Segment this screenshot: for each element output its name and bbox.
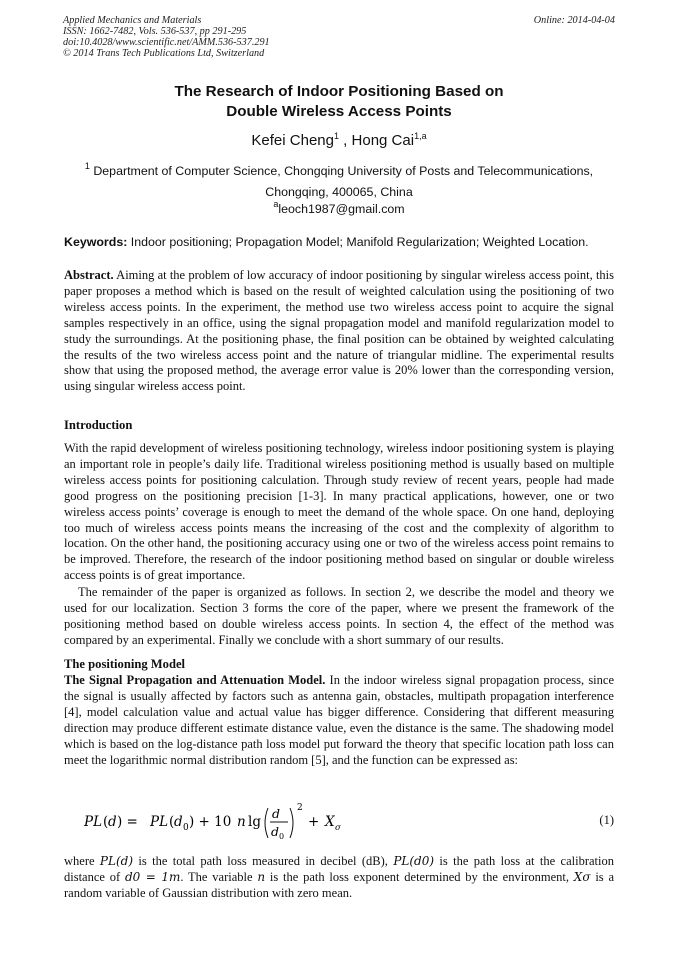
svg-text:d: d — [272, 806, 281, 821]
introduction-paragraph-2: The remainder of the paper is organized as follows. In section 2, we describe the model and theory we used for our localization. Section 3 forms the core of the paper, where we present the framework of the positioning method based on double wireless access points. In section 4, the effect of the method was compared by an experimental. Finally we conclude with a short summary of our results. — [64, 585, 614, 647]
keywords-text: Indoor positioning; Propagation Model; Manifold Regularization; Weighted Location. — [127, 235, 589, 249]
journal-doi: doi:10.4028/www.scientific.net/AMM.536-537.291 — [63, 37, 270, 48]
symbol-n: n — [257, 869, 266, 884]
author-1: Kefei Cheng — [251, 132, 334, 149]
affil-line-1: Department of Computer Science, Chongqing University of Posts and Telecommunications, — [89, 164, 594, 178]
author-2-sup: 1,a — [414, 131, 427, 141]
where-text-4: . The variable — [180, 869, 258, 884]
model-paragraph-text: In the indoor wireless signal propagation process, since the signal is usually affected by factors such as antenna gain, obstacles, multipath propagation interference [4], model calculation value and actual value has bigger difference. Considering that different measuring direction may produce different estimate distance value, even the distance is the same. The shadowing model which is based on the log-distance path loss model put forward the theory that specific location path loss can meet the logarithmic normal distribution random [5], and the function can be expressed as: — [64, 673, 615, 767]
model-subheading: The Signal Propagation and Attenuation Model. — [64, 673, 326, 687]
abstract-text: Aiming at the problem of low accuracy of indoor positioning by singular wireless access point, this paper proposes a method which is based on the result of weighted calculation using the positioning of two wireless access points. In the experiment, the method use two wireless access point to acquire the signal samples respectively in an office, using the signal propagation model and manifold regularization model to study the surroundings. At the positioning phase, the final position can be obtained by weighted calculating the results of the two wireless access point and the nature of triangular midline. The experimental results show that using the proposed method, the average error value is 20% lower than the corresponding version, using singular wireless access point. — [64, 268, 614, 394]
svg-text:d: d — [174, 814, 183, 830]
model-paragraph-1 — [64, 673, 614, 768]
paper-title — [0, 82, 678, 122]
svg-text:2: 2 — [297, 803, 303, 813]
svg-text:d: d — [271, 824, 280, 839]
svg-text:(: ( — [169, 814, 175, 830]
journal-header — [63, 15, 270, 59]
svg-text:0: 0 — [279, 832, 285, 841]
author-1-sup: 1 — [333, 131, 339, 141]
affil-line-2: Chongqing, 400065, China — [265, 185, 413, 199]
journal-name: Applied Mechanics and Materials — [63, 15, 202, 26]
where-text-3: is the path loss at the calibration distance of — [64, 854, 614, 884]
svg-text:0: 0 — [183, 823, 189, 833]
svg-text:(: ( — [103, 814, 109, 830]
authors — [0, 131, 678, 149]
model-paragraph-2 — [64, 854, 614, 902]
affil-sup: 1 — [84, 161, 90, 171]
symbol-x-sigma: Xσ — [573, 869, 591, 884]
symbol-pl-d0: PL(d0) — [393, 854, 435, 868]
svg-text:σ: σ — [335, 823, 341, 833]
svg-text:PL: PL — [150, 814, 169, 830]
symbol-pl-d: PL(d) — [99, 854, 134, 868]
symbol-d0-equals: d0 = 1m — [124, 869, 181, 884]
author-separator: , — [339, 132, 352, 149]
svg-text:n: n — [237, 814, 246, 830]
journal-copyright: © 2014 Trans Tech Publications Ltd, Switzerland — [63, 48, 265, 59]
title-line-1: The Research of Indoor Positioning Based on — [174, 83, 504, 100]
affiliation — [64, 156, 614, 203]
introduction-paragraph-1: With the rapid development of wireless positioning technology, wireless indoor positioning system is playing an important role in people’s daily life. Traditional wireless positioning method is usually based on multiple wireless access points for positioning calculation. Through study review of recent years, people had made good progress on the positioning precision [1-3]. In many practical applications, however, one or two wireless access points’ coverage is enough to meet the demand of the whole space. On one hand, deploying too much of wireless access points means the increasing of the cost and the complexity of algorithm to location. On the other hand, the positioning accuracy using one or two of the wireless access point remains to be improved. Therefore, the research of the indoor positioning method based on singular or double wireless access points is of great importance. — [64, 441, 614, 583]
where-text-2: is the total path loss measured in decibel (dB), — [133, 854, 394, 868]
where-text-6: is a random variable of Gaussian distribution with zero mean. — [64, 869, 615, 900]
equation-1 — [64, 798, 614, 846]
introduction-heading: Introduction — [64, 418, 133, 432]
author-2: Hong Cai — [351, 132, 415, 149]
svg-text:lg: lg — [248, 814, 261, 830]
svg-text:+: + — [308, 814, 320, 830]
abstract-label: Abstract. — [64, 268, 114, 282]
equation-formula — [64, 798, 364, 846]
abstract — [64, 268, 614, 395]
author-email — [0, 199, 678, 216]
model-heading: The positioning Model — [64, 657, 186, 671]
where-text-1: where — [64, 854, 100, 868]
svg-text:d: d — [108, 814, 117, 830]
svg-text:) =: ) = — [117, 814, 138, 830]
svg-text:PL: PL — [84, 814, 103, 830]
where-text-5: is the path loss exponent determined by the environment, — [265, 869, 574, 884]
keywords-label: Keywords: — [64, 235, 128, 249]
email-text[interactable]: leoch1987@gmail.com — [278, 202, 405, 216]
svg-text:) + 10: ) + 10 — [189, 814, 232, 830]
title-line-2: Double Wireless Access Points — [226, 103, 452, 120]
online-date: Online: 2014-04-04 — [533, 15, 615, 26]
email-sup: a — [273, 199, 279, 209]
equation-number: (1) — [599, 813, 614, 827]
svg-text:X: X — [325, 814, 335, 830]
keywords — [64, 235, 624, 249]
journal-issn: ISSN: 1662-7482, Vols. 536-537, pp 291-295 — [63, 26, 247, 37]
